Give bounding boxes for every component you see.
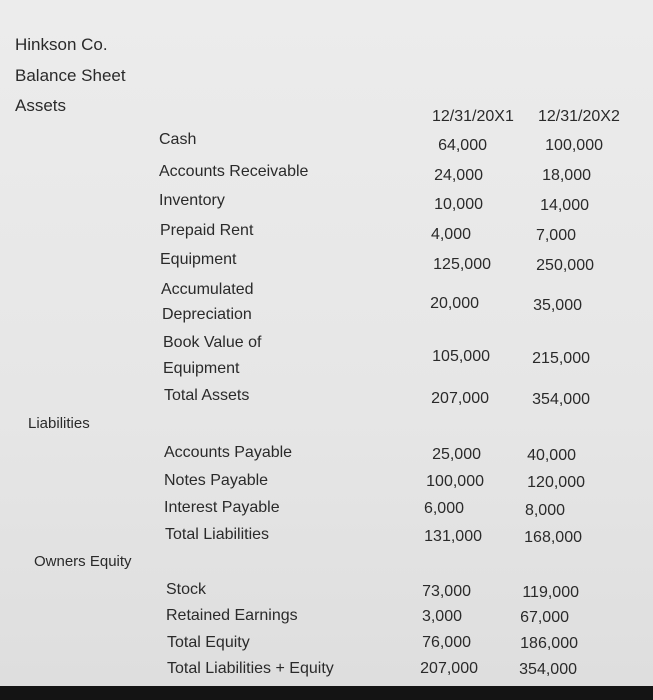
row-label-accounts-receivable: Accounts Receivable [159,163,309,180]
np-20x1: 100,000 [426,473,484,490]
inventory-20x2: 14,000 [540,197,589,214]
row-label-total-liabilities: Total Liabilities [165,526,270,543]
row-label-prepaid-rent: Prepaid Rent [160,222,254,239]
cash-20x1: 64,000 [438,137,487,154]
prepaid-20x1: 4,000 [430,226,471,243]
ar-20x2: 18,000 [542,167,591,184]
row-label-book-value-equipment: Equipment [163,360,240,377]
book-value-20x1: 105,000 [432,348,490,365]
ip-20x1: 6,000 [423,500,464,517]
prepaid-20x2: 7,000 [535,227,576,244]
equipment-20x2: 250,000 [536,257,594,274]
row-label-depreciation: Depreciation [162,306,252,323]
equipment-20x1: 125,000 [433,256,491,273]
company-name: Hinkson Co. [15,35,108,54]
statement-title: Balance Sheet [15,66,126,85]
row-label-retained-earnings: Retained Earnings [166,607,298,624]
column-header-20x1: 12/31/20X1 [432,108,514,125]
ap-20x1: 25,000 [432,446,481,463]
tle-20x2: 354,000 [519,661,577,678]
row-label-interest-payable: Interest Payable [164,499,280,516]
re-20x2: 67,000 [520,609,569,626]
row-label-cash: Cash [159,131,197,148]
total-liabilities-20x1: 131,000 [424,528,482,545]
np-20x2: 120,000 [527,474,585,491]
total-assets-20x1: 207,000 [431,390,489,407]
inventory-20x1: 10,000 [434,196,483,213]
row-label-total-liabilities-equity: Total Liabilities + Equity [167,660,334,677]
bottom-edge [0,686,653,700]
row-label-accounts-payable: Accounts Payable [164,444,293,461]
row-label-notes-payable: Notes Payable [164,472,269,489]
total-equity-20x2: 186,000 [520,635,578,652]
section-liabilities: Liabilities [28,415,90,432]
ap-20x2: 40,000 [527,447,576,464]
column-header-20x2: 12/31/20X2 [538,108,620,125]
ar-20x1: 24,000 [434,167,483,184]
row-label-book-value-of: Book Value of [163,334,262,351]
book-value-20x2: 215,000 [532,350,590,367]
ip-20x2: 8,000 [524,502,565,519]
row-label-stock: Stock [166,581,207,598]
re-20x1: 3,000 [421,608,462,625]
section-assets: Assets [15,96,67,115]
tle-20x1: 207,000 [420,660,478,677]
section-owners-equity: Owners Equity [34,553,132,570]
total-assets-20x2: 354,000 [532,391,590,408]
stock-20x2: 119,000 [522,584,579,601]
total-liabilities-20x2: 168,000 [524,529,582,546]
row-label-total-assets: Total Assets [164,387,250,404]
row-label-inventory: Inventory [159,192,225,209]
total-equity-20x1: 76,000 [422,634,471,651]
accum-dep-20x1: 20,000 [430,295,479,312]
stock-20x1: 73,000 [422,583,471,600]
row-label-total-equity: Total Equity [167,634,250,651]
row-label-accumulated: Accumulated [161,281,254,298]
accum-dep-20x2: 35,000 [533,297,582,314]
row-label-equipment: Equipment [160,251,237,268]
cash-20x2: 100,000 [545,137,603,154]
